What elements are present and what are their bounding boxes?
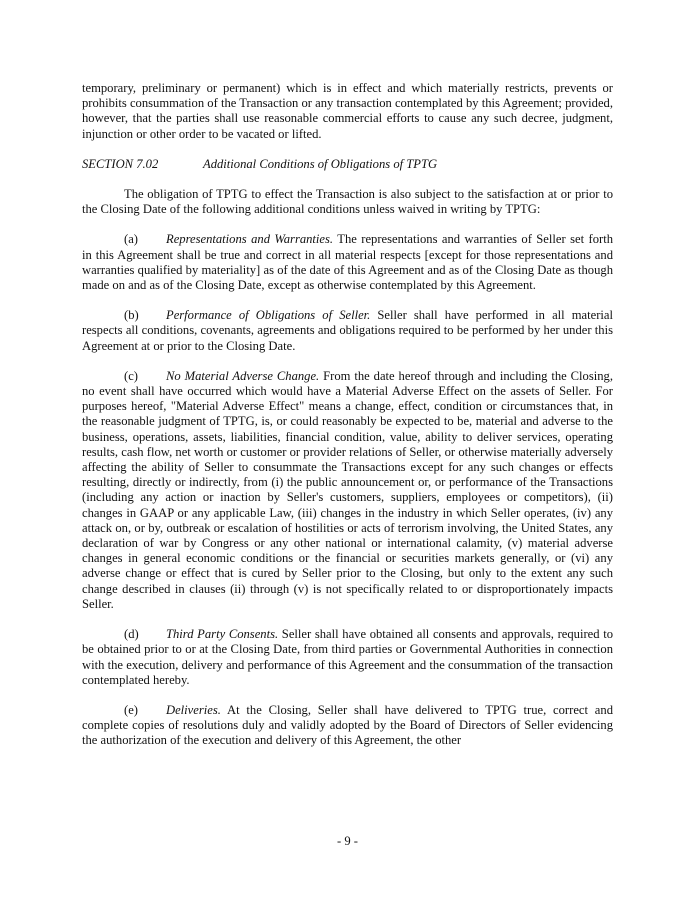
section-title: Additional Conditions of Obligations of TPTG (203, 156, 438, 171)
section-number: SECTION 7.02 (82, 156, 159, 171)
item-text: Seller shall have performed in all material respects all conditions, covenants, agreements and obligations required to be performed by her under this Agreement at or prior to the Closing Date. (82, 308, 613, 353)
item-label: (e) (124, 702, 138, 717)
page-number: - 9 - (337, 834, 358, 848)
item-title: Representations and Warranties. (166, 232, 334, 247)
item-label: (d) (124, 627, 139, 642)
condition-item-a (82, 232, 613, 293)
condition-item-d (82, 627, 613, 688)
item-label: (b) (124, 308, 139, 323)
item-label: (a) (124, 232, 138, 247)
item-title: No Material Adverse Change. (166, 368, 320, 383)
condition-item-c (82, 369, 613, 612)
condition-item-e (82, 703, 613, 749)
item-title: Performance of Obligations of Seller. (166, 308, 371, 323)
section-heading (82, 157, 613, 172)
item-title: Deliveries. (166, 702, 221, 717)
item-label: (c) (124, 368, 138, 383)
item-text: At the Closing, Seller shall have delivered to TPTG true, correct and complete copies of resolutions duly and validly adopted by the Board of Directors of Seller evidencing the authorization of the execution and delivery of this Agreement, the other (82, 702, 613, 748)
intro-paragraph: temporary, preliminary or permanent) which is in effect and which materially restricts, prevents or prohibits consummation of the Transaction or any transaction contemplated by this Agreement; provided, however, that the parties shall use reasonable commercial efforts to cause any such decree, judgment, injunction or other order to be vacated or lifted. (82, 81, 613, 141)
lead-paragraph: The obligation of TPTG to effect the Transaction is also subject to the satisfaction at or prior to the Closing Date of the following additional conditions unless waived in writing by TPTG: (82, 187, 613, 217)
item-title: Third Party Consents. (166, 627, 279, 642)
item-text: The representations and warranties of Seller set forth in this Agreement shall be true and correct in all material respects [except for those representations and warranties qualified by materiality] as of the date of this Agreement and as of the Closing Date as though made on and as of the Closing Date, except as otherwise contemplated by this Agreement. (82, 232, 613, 293)
condition-item-b (82, 308, 613, 354)
item-text: From the date hereof through and including the Closing, no event shall have occurred which would have a Material Adverse Effect on the assets of Seller. For purposes hereof, "Material Adverse Effect" means a change, effect, condition or circumstances that, in the reasonable judgment of TPTG, is, or could reasonably be expected to be, material and adverse to the business, operations, assets, liabilities, financial condition, value, ability to deliver services, operating results, cash flow, net worth or customer or provider relations of Seller, or otherwise materially adversely affecting the ability of Seller to consummate the Transactions except for any such changes or effects resulting, directly or indirectly, from (i) the public announcement or, or performance of the Transactions (including any action or inaction by Seller's customers, suppliers, employees or competitors), (ii) changes in GAAP or any applicable Law, (iii) changes in the industry in which Seller operates, (iv) any attack on, or by, outbreak or escalation of hostilities or acts of terrorism involving, the United States, any declaration of war by Congress or any other national or international calamity, (v) material adverse changes in general economic conditions or the financial or securities markets generally, or (vi) any adverse change or effect that is cured by Seller prior to the Closing, but only to the extent any such change described in clauses (ii) through (v) is not specifically related to or disproportionately impacts Seller. (82, 368, 613, 611)
item-text: Seller shall have obtained all consents and approvals, required to be obtained prior to or at the Closing Date, from third parties or Governmental Authorities in connection with the execution, delivery and performance of this Agreement and the consummation of the transaction contemplated hereby. (82, 627, 613, 687)
page-body (82, 81, 613, 764)
